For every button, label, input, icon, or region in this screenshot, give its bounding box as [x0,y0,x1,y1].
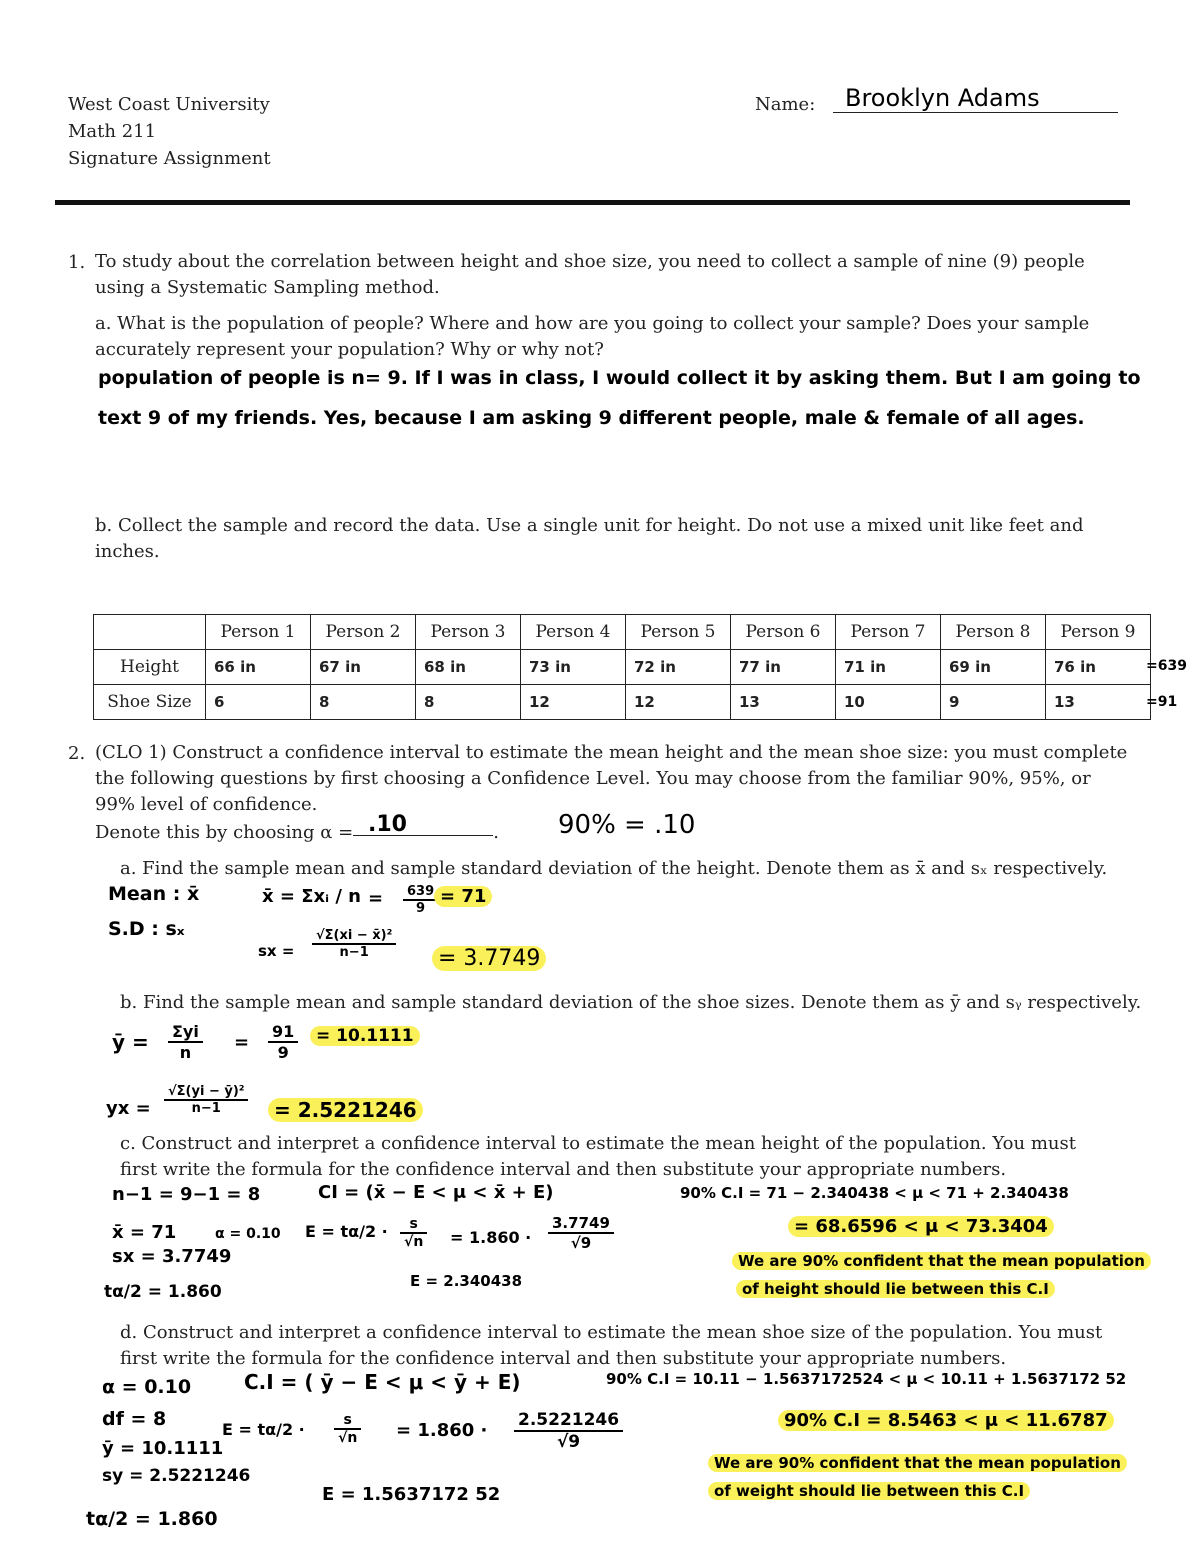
c-alpha: α = 0.10 [215,1226,281,1242]
student-name: Brooklyn Adams [845,84,1040,112]
alpha-denote: Denote this by choosing α = . [95,822,499,843]
c-ci-result: = 68.6596 < μ < 73.3404 [788,1216,1054,1237]
mean-frac: $\frac{639}{9}$ [403,884,438,916]
c-e-formula: E = tα/2 · [305,1222,388,1241]
q2d-prompt: d. Construct and interpret a confidence interval to estimate the mean shoe size of the population. You must first write the formula for the confidence interval and then substitute your appropriate numbers. [120,1322,1103,1369]
name-underline [833,112,1118,113]
d-ybar: ȳ = 10.1111 [102,1438,224,1459]
c-t-value: tα/2 = 1.860 [104,1282,222,1302]
ybar-formula: $\frac{\text{Σyi}}{n}$ [168,1022,203,1062]
q2b-prompt: b. Find the sample mean and sample standard deviation of the shoe sizes. Denote them as ȳ and sᵧ respectively. [120,992,1142,1013]
d-interpretation-1: We are 90% confident that the mean population [708,1454,1127,1472]
q2-number: 2. [68,743,86,764]
d-ci-result: 90% C.I = 8.5463 < μ < 11.6787 [778,1410,1114,1431]
q2-prompt: (CLO 1) Construct a confidence interval to estimate the mean height and the mean shoe size: you must complete the following questions by first choosing a Confidence Level. You may choose from the familiar 90%, 95%, or 99% level of confidence. [95,742,1128,815]
university-name: West Coast University [68,94,270,115]
c-e-sub-frac: $\frac{3.7749}{√9}$ [548,1214,614,1252]
assignment-title: Signature Assignment [68,148,271,169]
mean-label: Mean : x̄ [108,883,200,905]
c-ci-line: 90% C.I = 71 − 2.340438 < μ < 71 + 2.340438 [680,1184,1069,1202]
d-interpretation-2: of weight should lie between this C.I [708,1482,1030,1500]
d-df: df = 8 [102,1408,167,1430]
d-e-sub: = 1.860 · [396,1420,488,1441]
shoe-total: =91 [1146,694,1178,710]
ybar-equals: = [234,1032,250,1053]
height-total: =639 [1146,658,1187,674]
q1a-answer-line1: population of people is n= 9. If I was in class, I would collect it by asking them. But I am going to [98,367,1141,389]
d-e-frac: $\frac{s}{√n}$ [334,1412,361,1446]
header-divider [55,200,1130,205]
c-df: n−1 = 9−1 = 8 [112,1184,261,1205]
q2c-prompt: c. Construct and interpret a confidence interval to estimate the mean height of the population. You must first write the formula for the confidence interval and then substitute your appropriate numbers. [120,1133,1076,1180]
table-header-row: Person 1 Person 2 Person 3 Person 4 Person 5 Person 6 Person 7 Person 8 Person 9 [94,615,1151,650]
d-ci-formula: C.I = ( ȳ − E < μ < ȳ + E) [244,1370,521,1394]
c-e-result: E = 2.340438 [410,1272,523,1290]
ybar-result: = 10.1111 [310,1026,420,1046]
q1a-prompt: a. What is the population of people? Where and how are you going to collect your sample? Does your sample accurately represent your population? Why or why not? [95,313,1090,360]
ybar-lhs: ȳ = [112,1030,149,1054]
alpha-note: 90% = .10 [558,810,696,840]
q1-prompt: To study about the correlation between height and shoe size, you need to collect a sample of nine (9) people using a Systematic Sampling method. [95,251,1085,298]
mean-formula: x̄ = Σxᵢ / n [262,886,361,907]
sd-lhs: sx = [258,942,295,960]
c-interpretation-1: We are 90% confident that the mean population [732,1252,1151,1270]
q1b-prompt: b. Collect the sample and record the data. Use a single unit for height. Do not use a mixed unit like feet and inches. [95,515,1084,562]
table-row-shoe-size: Shoe Size 6 8 8 12 12 13 10 9 13 [94,685,1151,720]
d-sy: sy = 2.5221246 [102,1466,251,1486]
c-e-frac: $\frac{s}{√n}$ [400,1216,427,1250]
c-e-sub: = 1.860 · [450,1228,532,1247]
c-xbar: x̄ = 71 [112,1222,177,1243]
table-row-height: Height 66 in 67 in 68 in 73 in 72 in 77 in 71 in 69 in 76 in [94,650,1151,685]
d-e-sub-frac: $\frac{2.5221246}{√9}$ [514,1410,623,1452]
q2a-prompt: a. Find the sample mean and sample standard deviation of the height. Denote them as x̄ and sₓ respectively. [120,858,1108,879]
sy-formula: $\frac{\text{√Σ(yi − ȳ)²}}{n-1}$ [164,1084,248,1116]
d-e-result: E = 1.5637172 52 [322,1484,501,1505]
sd-label: S.D : sₓ [108,918,185,940]
sd-formula: $\frac{\text{√Σ(xi − x̄)²}}{n-1}$ [312,928,396,960]
c-ci-formula: CI = (x̄ − E < μ < x̄ + E) [318,1182,554,1203]
q1-number: 1. [68,252,86,273]
d-t-value: tα/2 = 1.860 [86,1508,218,1530]
course-name: Math 211 [68,121,157,142]
mean-equals: = [368,888,384,909]
sy-result: = 2.5221246 [268,1098,423,1122]
d-alpha: α = 0.10 [102,1376,192,1398]
name-label: Name: [755,94,816,115]
c-interpretation-2: of height should lie between this C.I [736,1280,1055,1298]
d-e-formula: E = tα/2 · [222,1420,305,1439]
d-ci-line: 90% C.I = 10.11 − 1.5637172524 < μ < 10.11 + 1.5637172 52 [606,1370,1127,1388]
c-sx: sx = 3.7749 [112,1246,232,1267]
alpha-value: .10 [368,812,407,837]
q1a-answer-line2: text 9 of my friends. Yes, because I am asking 9 different people, male & female of all ages. [98,407,1085,429]
mean-result: = 71 [434,886,492,907]
sd-result: = 3.7749 [432,946,546,971]
sy-lhs: yx = [106,1098,151,1119]
sample-data-table [93,614,1151,720]
ybar-frac: $\frac{91}{9}$ [268,1022,298,1062]
